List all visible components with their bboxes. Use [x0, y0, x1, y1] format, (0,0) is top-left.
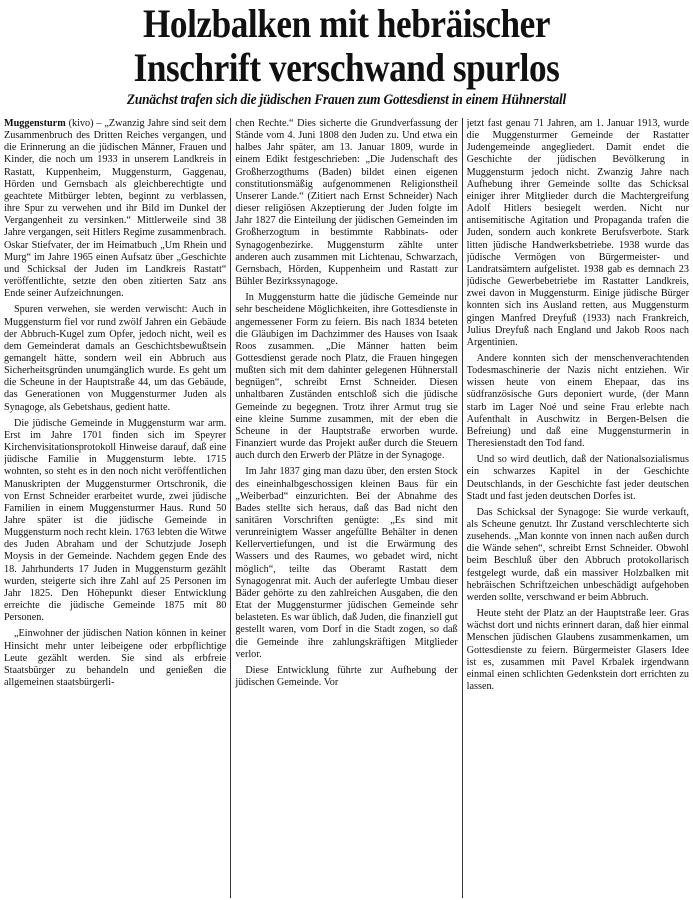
article-paragraph: In Muggensturm hatte die jüdische Gemeinde nur sehr bescheidene Möglichkeiten, ihre Gottesdienste in angemessener Form zu feiern. Bis nach 1834 beteten die Gläubigen im Dachzimmer des Hauses von Isaak Roos zusammen. „Die Männer hatten beim Gottesdienst gerade noch Platz, die Frauen hingegen mußten sich mit dem dahinter gelegenen Hühnerstall begnügen“, schreibt Ernst Schneider. Diesen unhaltbaren Zuständen entschloß sich die jüdische Gemeinde zu begegnen. Trotz ihrer Armut trug sie eine kleine Summe zusammen, mit der eben die Scheune in der Hauptstraße erworben wurde. Finanziert wurde das Projekt außer durch die Steuern auch durch den Erwerb der Plätze in der Synagoge. — [235, 292, 458, 462]
paragraph-text: „Zwanzig Jahre sind seit dem Zusammenbruch des Dritten Reiches vergangen, und die Erinnerung an die jüdischen Männer, Frauen und Kinder, die noch um 1933 in unserem Landkreis in Rastatt, Kuppenheim, Muggensturm, Gaggenau, Hörden und Gernsbach als gleichberechtigte und geachtete Mitbürger lebten, beginnt zu verblassen, ihre Spur zu verwehen und ihr Bild im Dunkel der Vergangenheit zu versinken.“ Mittlerweile sind 38 Jahre vergangen, seit Hitlers Regime zusammenbrach. Oskar Stiefvater, der im Heimatbuch „Um Rhein und Murg“ im Jahre 1965 einen Aufsatz über „Geschichte und Schicksal der Juden im Landkreis Rastatt“ veröffentlichte, setzte den oben zitierten Satz ans Ende seiner Aufzeichnungen. — [4, 118, 227, 300]
article-paragraph — [4, 118, 226, 300]
column-divider — [230, 118, 231, 898]
column-divider — [462, 118, 463, 898]
article-column-2 — [235, 118, 457, 898]
headline-line-1: Holzbalken mit hebräischer — [142, 1, 551, 46]
article-paragraph: chen Rechte.“ Dies sicherte die Grundverfassung der Stände vom 4. Juni 1808 den Juden zu. Und etwa ein halbes Jahr später, am 13. Januar 1809, wurde in einem Edikt festgeschrieben: „Die Judenschaft des Großherzogthums (Baden) bildet einen eigenen constitutionsmäßig aufgenommenen Religionstheil Unserer Lande.“ (Zitiert nach Ernst Schneider) Nach dieser religiösen Akzeptierung der Juden folgte im Jahr 1827 die Einteilung der jüdischen Gemeinden im Großherzogtum in bestimmte Rabbinats- oder Synagogenbezirke. Muggensturm zählte unter anderen auch zusammen mit Lichtenau, Schwarzach, Gernsbach, Hörden, Kuppenheim und Rastatt zur Bühler Bezirkssynagoge. — [235, 118, 458, 288]
article-paragraph: Heute steht der Platz an der Hauptstraße leer. Gras wächst dort und nichts erinnert daran, daß hier einmal Menschen jüdischen Glaubens zusammenkamen, um Gottesdienste zu feiern. Bürgermeister Glasers Idee ist es, zusammen mit Pavel Krbalek irgendwann einmal einen schlichten Gedenkstein dort errichten zu lassen. — [466, 608, 689, 693]
article-paragraph: „Einwohner der jüdischen Nation können in keiner Hinsicht mehr unter leibeigene oder erbpflichtige Leute gezählt werden. Sie sind als erbfreie Staatsbürger zu behandeln und genießen die allgemeinen staatsbürgerli- — [4, 628, 227, 689]
article-paragraph: Andere konnten sich der menschenverachtenden Todesmaschinerie der Nazis nicht entziehen. Wir wissen heute von einem Ehepaar, das ins südfranzösische Gurs deponiert wurde, (der Mann starb im Lager Noé und seine Frau erlebte nach Aufenthalt in Auschwitz in Bergen-Belsen die Befreiung) und daß eine Muggensturmerin in Theresienstadt den Tod fand. — [466, 352, 689, 450]
article-paragraph: Diese Entwicklung führte zur Aufhebung der jüdischen Gemeinde. Vor — [235, 664, 458, 689]
article-paragraph: Das Schicksal der Synagoge: Sie wurde verkauft, als Scheune genutzt. Ihr Zustand verschlechterte sich zusehends. „Man konnte von innen nach außen durch die Wände sehen“, schreibt Ernst Schneider. Obwohl beim Beschluß über den Abbruch protokollarisch festgelegt wurde, daß ein massiver Holzbalken mit hebräischen Schriftzeichen unbeschädigt aufgehoben werden sollte, verschwand er beim Abbruch. — [466, 506, 689, 603]
dateline-place: Muggensturm — [4, 118, 66, 129]
article-headline — [42, 0, 652, 90]
article-paragraph: jetzt fast genau 71 Jahren, am 1. Januar 1913, wurde die Muggensturmer Gemeinde der Rastatter Judengemeinde angegliedert. Damit endet die Geschichte der jüdischen Bevölkerung in Muggensturm jedoch nicht. Zwanzig Jahre nach Aufhebung ihrer Gemeinde sollte das Schicksal einiger ihrer Mitglieder durch die Machtergreifung Adolf Hitlers besiegelt werden. Nicht nur antisemitische Agitation und Propaganda trafen die Juden, sondern auch konkrete Berufsverbote. Stark litten jüdische Handwerksbetriebe. 1938 wurde das jüdische Vermögen von Bürgermeister- und Landratsämtern aufgelistet. 1938 gab es demnach 23 jüdische Gewerbebetriebe im Rastatter Landkreis, zwei davon in Muggensturm. Einige jüdische Bürger konnten sich ins Ausland retten, aus Muggensturm gingen Manfred Dreyfuß (1933) nach Frankreich, Julius Dreyfuß nach England und Jakob Roos nach Argentinien. — [466, 118, 689, 348]
article-paragraph: Die jüdische Gemeinde in Muggensturm war arm. Erst im Jahre 1701 finden sich im Speyrer Kirchenvisitationsprotokoll Hinweise darauf, daß eine jüdische Familie in Muggensturm lebte. 1715 wohnten, so steht es in den noch nicht veröffentlichen Manuskripten der Muggensturmer Ortschronik, die von Ernst Schneider erarbeitet wurde, zwei jüdische Familien in einem Muggensturmer Haus. Rund 50 Jahre später ist die jüdische Gemeinde in Muggensturm noch recht klein. 1763 lebten die Witwe des Juden Abraham und der Schutzjude Joseph Moysis in der Gemeinde. Nachdem gegen Ende des 18. Jahrhunderts 17 Juden in Muggensturm gezählt wurden, steigerte sich ihre Zahl auf 25 Personen im Jahr 1825. Den Höhepunkt dieser Entwicklung erreichte die jüdische Gemeinde 1875 mit 80 Personen. — [4, 417, 227, 624]
article-subheadline: Zunächst trafen sich die jüdischen Frauen zum Gottesdienst in einem Hühnerstall — [126, 92, 567, 108]
dateline-agency: (kivo) – — [65, 118, 105, 129]
article-paragraph: Spuren verwehen, sie werden verwischt: Auch in Muggensturm fiel vor rund zwölf Jahren ein Gebäude der Abbruch-Kugel zum Opfer, jedoch nicht, weil es dem Gemeinderat damals an Geschichtsbewußtsein gemangelt hätte, sondern weil ein Abbruch aus Sicherheitsgründen unumgänglich wurde. Es geht um die Scheune in der Hauptstraße 44, um das Gebäude, das Generationen von Muggensturmer Juden als Synagoge, als Gebetshaus, gedient hatte. — [4, 304, 227, 413]
article-paragraph: Und so wird deutlich, daß der Nationalsozialismus ein schwarzes Kapitel in der Geschichte Deutschlands, in der Geschichte fast jeder deutschen Stadt und fast jeden deutschen Dorfes ist. — [466, 454, 689, 502]
article-column-3 — [467, 118, 689, 898]
article-body — [4, 118, 689, 898]
article-paragraph: Im Jahr 1837 ging man dazu über, den ersten Stock des eineinhalbgeschossigen kleinen Baus für ein „Weiberbad“ einzurichten. Bei der Abnahme des Bades stellte sich heraus, daß das Bad nicht den sanitären Vorschriften genügte: „Es sind mit verunreinigtem Wasser angefüllte Behälter in denen Kellervertiefungen, und ist die Erwärmung des Wassers und des Raumes, wo gebadet wird, nicht möglich“, teilte das Oberamt Rastatt dem Synagogenrat mit. Auch der auferlegte Umbau dieser Bäder gehörte zu den zahlreichen Ausgaben, die den Etat der Muggensturmer jüdischen Gemeinde sehr belasteten. Es war üblich, daß Juden, die finanziell gut gestellt waren, vom Dorf in die Stadt zogen, so daß die Gemeinde ihre zahlungskräftigen Mitglieder verlor. — [235, 466, 458, 660]
article-column-1 — [4, 118, 226, 898]
headline-line-2: Inschrift verschwand spurlos — [133, 45, 560, 90]
